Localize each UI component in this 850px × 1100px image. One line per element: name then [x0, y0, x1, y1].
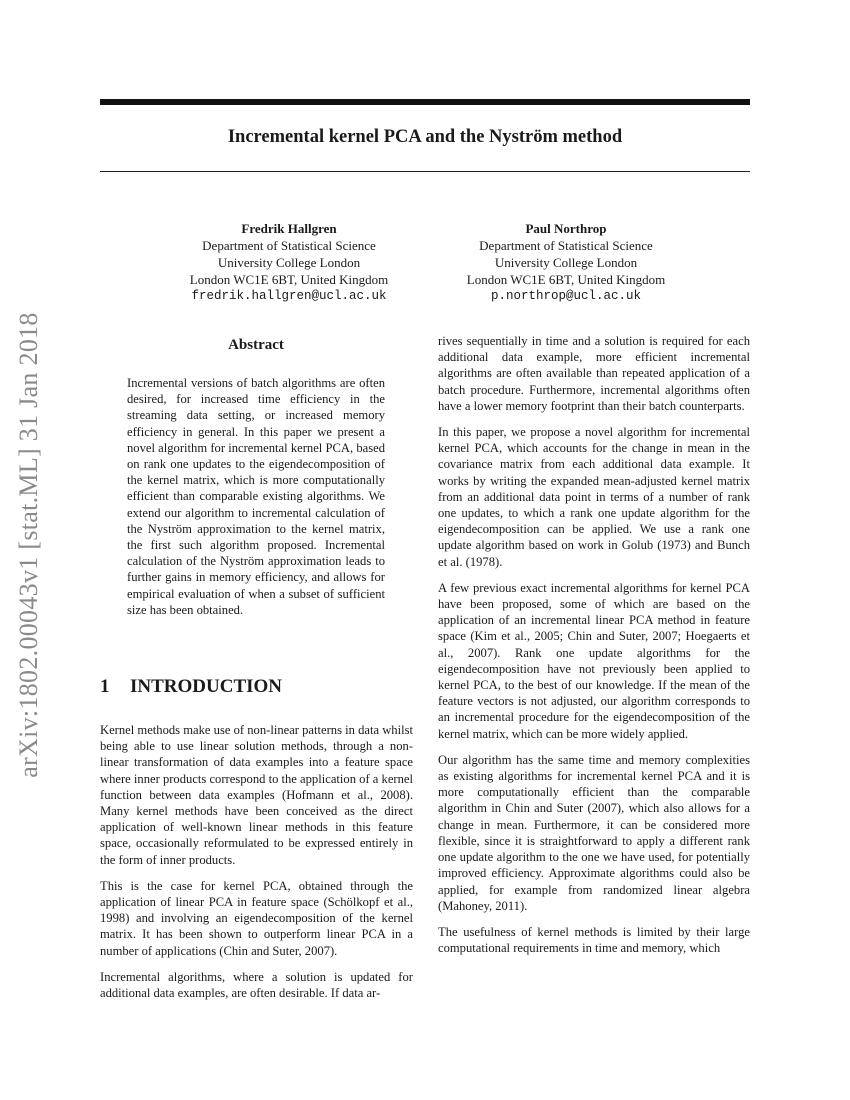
paragraph: Our algorithm has the same time and memory complexities as existing algorithms for incremental kernel PCA and it is more computationally efficient than the comparable algorithm in Chin and Suter (2007), which also allows for a change in mean. Furthermore, it can be considered more flexible, since it is straightforward to apply a different rank one update algorithm to the one we have used, for potentially improved efficiency. Approximate algorithms could also be applied, for example from randomized linear algebra (Mahoney, 2011).	[438, 752, 750, 913]
section-number: 1	[100, 676, 110, 697]
abstract-text: Incremental versions of batch algorithms are often desired, for increased time efficiency in the streaming data setting, or increased memory efficiency in general. In this paper we present a novel algorithm for incremental kernel PCA, based on rank one updates to the eigendecomposition of the kernel matrix, which is more computationally efficient than comparable existing algorithms. We extend our algorithm to incremental calculation of the Nyström approximation to the kernel matrix, the first such algorithm proposed. Incremental calculation of the Nyström approximation leads to further gains in memory efficiency, and allows for empirical evaluation of when a subset of sufficient size has been obtained.	[127, 376, 385, 617]
paragraph: This is the case for kernel PCA, obtained through the application of linear PCA in feature space (Schölkopf et al., 1998) and involving an eigendecomposition of the kernel matrix. It has been shown to outperform linear PCA in a number of applications (Chin and Suter, 2007).	[100, 878, 413, 958]
paragraph: rives sequentially in time and a solution is required for each additional data example, more efficient incremental algorithms are often available than repeated application of a batch procedure. Furthermore, incremental algorithms often have a lower memory footprint than their batch counterparts.	[438, 334, 750, 413]
section-title: INTRODUCTION	[130, 676, 283, 697]
author-email[interactable]: p.northrop@ucl.ac.uk	[490, 289, 642, 303]
paragraph: In this paper, we propose a novel algorithm for incremental kernel PCA, which accounts for the change in mean in the covariance matrix from each additional data example. It works by writing the expanded mean-adjusted kernel matrix from an additional data point in terms of a number of rank one updates, to which a rank one update algorithm for the eigendecomposition can be applied. We use a rank one update algorithm based on work in Golub (1973) and Bunch et al. (1978).	[438, 425, 750, 569]
abstract-heading: Abstract	[228, 337, 284, 353]
paragraph: A few previous exact incremental algorithms for kernel PCA have been proposed, some of which are based on the application of an incremental linear PCA method in feature space (Kim et al., 2005; Chin and Suter, 2007; Hoegaerts et al., 2007). Rank one update algorithms for the eigendecomposition have not previously been applied to kernel PCA, to the best of our knowledge. If the mean of the feature vectors is not adjusted, our algorithm corresponds to an incremental procedure for the eigendecomposition of the kernel matrix, which can be more widely applied.	[438, 580, 750, 741]
author-address: London WC1E 6BT, United Kingdom	[189, 272, 389, 287]
author-institution: University College London	[217, 255, 361, 270]
author-name: Fredrik Hallgren	[241, 221, 337, 236]
paragraph: Incremental algorithms, where a solution is updated for additional data examples, are often desirable. If data ar-	[100, 969, 413, 1001]
arxiv-stamp: arXiv:1802.00043v1 [stat.ML] 31 Jan 2018	[14, 312, 43, 778]
paragraph: The usefulness of kernel methods is limited by their large computational requirements in time and memory, which	[438, 924, 750, 956]
left-column-body	[100, 722, 413, 1011]
top-rule	[100, 99, 750, 105]
author-institution: University College London	[494, 255, 638, 270]
paper-title: Incremental kernel PCA and the Nyström method	[227, 127, 623, 147]
author-name: Paul Northrop	[525, 221, 607, 236]
section-heading	[100, 676, 430, 698]
right-column-body	[438, 333, 750, 966]
author-address: London WC1E 6BT, United Kingdom	[466, 272, 666, 287]
author-dept: Department of Statistical Science	[479, 238, 653, 253]
author-email[interactable]: fredrik.hallgren@ucl.ac.uk	[191, 289, 387, 303]
paragraph: Kernel methods make use of non-linear patterns in data whilst being able to use linear solution methods, through a non-linear transformation of data examples into a feature space where inner products correspond to the application of a kernel function between data examples (Hofmann et al., 2008). Many kernel methods have been conceived as the direct application of well-known linear methods in this feature space, occasionally reformulated to be expressed entirely in the form of inner products.	[100, 723, 414, 867]
author-dept: Department of Statistical Science	[202, 238, 376, 253]
author-block-2	[401, 220, 731, 305]
title-rule	[100, 171, 750, 172]
